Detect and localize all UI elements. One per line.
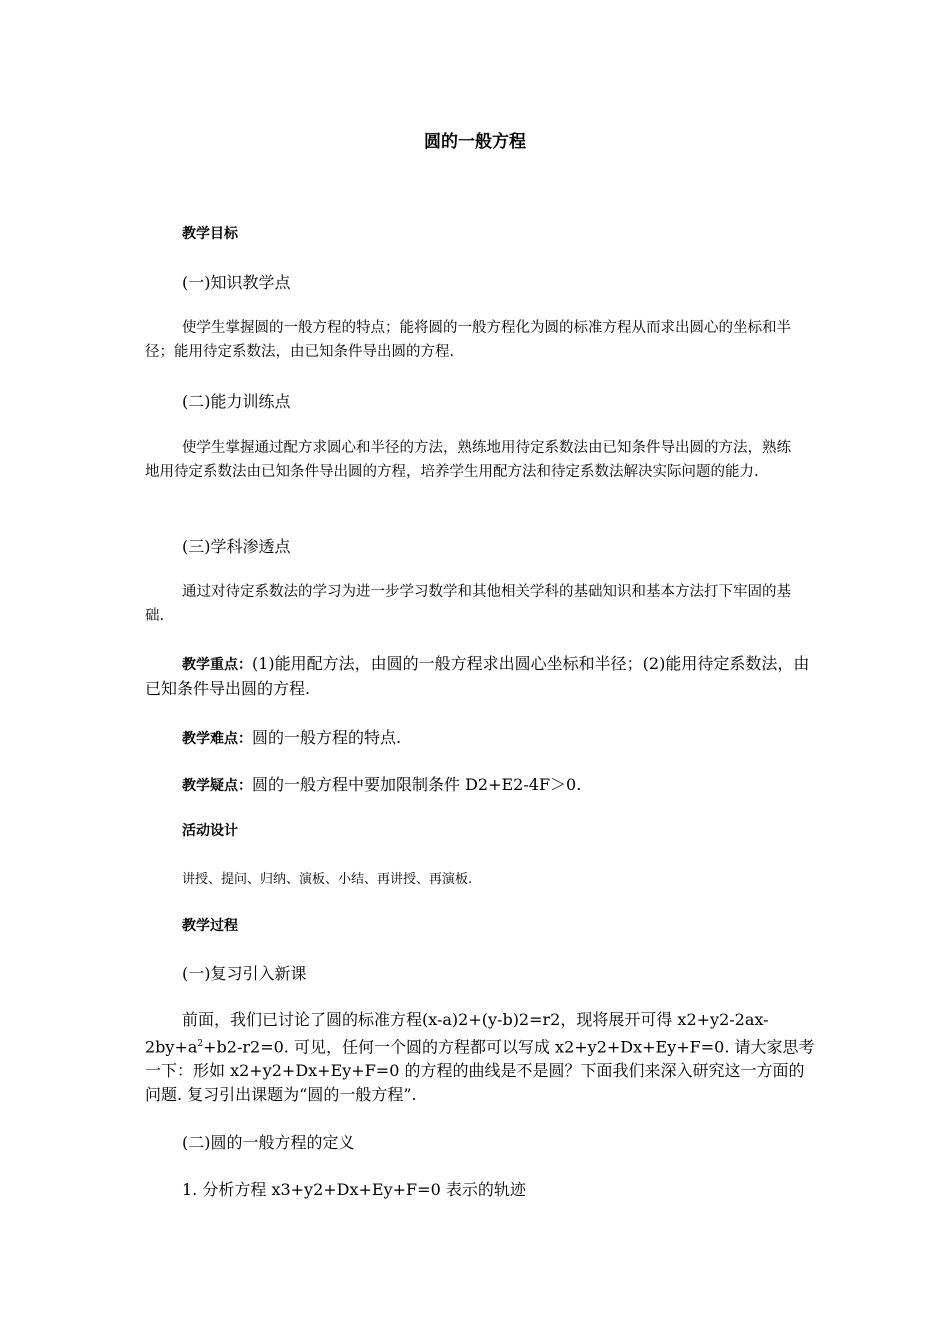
- review-text-b: +b2-r2=0. 可见，任何一个圆的方程都可以写成 x2+y2+Dx+Ey+F=0. 请大家思考一下：形如 x2+y2+Dx+Ey+F=0 的方程的曲线是不是圆？下面我们来深入研究这一方面的问题. 复习引出课题为“圆的一般方程”.: [145, 1037, 815, 1105]
- key-points-text: (1)能用配方法，由圆的一般方程求出圆心坐标和半径；(2)能用待定系数法，由已知条件导出圆的方程.: [145, 654, 810, 698]
- review-superscript: 2: [197, 1039, 204, 1049]
- goals-heading: 教学目标: [182, 226, 238, 242]
- key-points-label: 教学重点：: [182, 657, 252, 673]
- ability-heading: (二)能力训练点: [182, 392, 291, 411]
- analysis-line: 1. 分析方程 x3+y2+Dx+Ey+F=0 表示的轨迹: [182, 1180, 526, 1199]
- subject-heading: (三)学科渗透点: [182, 537, 291, 556]
- doubt-line: [182, 772, 581, 795]
- review-text-a: 前面，我们已讨论了圆的标准方程(x-a)2+(y-b)2=r2，现将展开可得 x2+y2-2ax-2by+a: [145, 1010, 769, 1057]
- activity-text: 讲授、提问、归纳、演板、小结、再讲授、再演板.: [182, 872, 473, 887]
- knowledge-paragraph: 使学生掌握圆的一般方程的特点；能将圆的一般方程化为圆的标准方程从而求出圆心的坐标和半径；能用待定系数法，由已知条件导出圆的方程.: [145, 320, 791, 360]
- review-heading: (一)复习引入新课: [182, 964, 307, 983]
- doubt-label: 教学疑点：: [182, 778, 252, 794]
- difficulty-line: [182, 725, 401, 748]
- process-heading: 教学过程: [182, 918, 238, 934]
- key-points-paragraph: [145, 652, 815, 701]
- page-title: 圆的一般方程: [424, 132, 526, 152]
- difficulty-text: 圆的一般方程的特点.: [252, 728, 402, 747]
- review-paragraph: [145, 1008, 815, 1107]
- definition-heading: (二)圆的一般方程的定义: [182, 1133, 355, 1152]
- knowledge-heading: (一)知识教学点: [182, 273, 291, 292]
- difficulty-label: 教学难点：: [182, 731, 252, 747]
- doubt-text: 圆的一般方程中要加限制条件 D2+E2-4F＞0.: [252, 775, 582, 794]
- subject-paragraph: 通过对待定系数法的学习为进一步学习数学和其他相关学科的基础知识和基本方法打下牢固的基础.: [145, 584, 791, 624]
- ability-paragraph: 使学生掌握通过配方求圆心和半径的方法，熟练地用待定系数法由已知条件导出圆的方法，熟练地用待定系数法由已知条件导出圆的方程，培养学生用配方法和待定系数法解决实际问题的能力.: [145, 440, 791, 480]
- activity-heading: 活动设计: [182, 823, 238, 839]
